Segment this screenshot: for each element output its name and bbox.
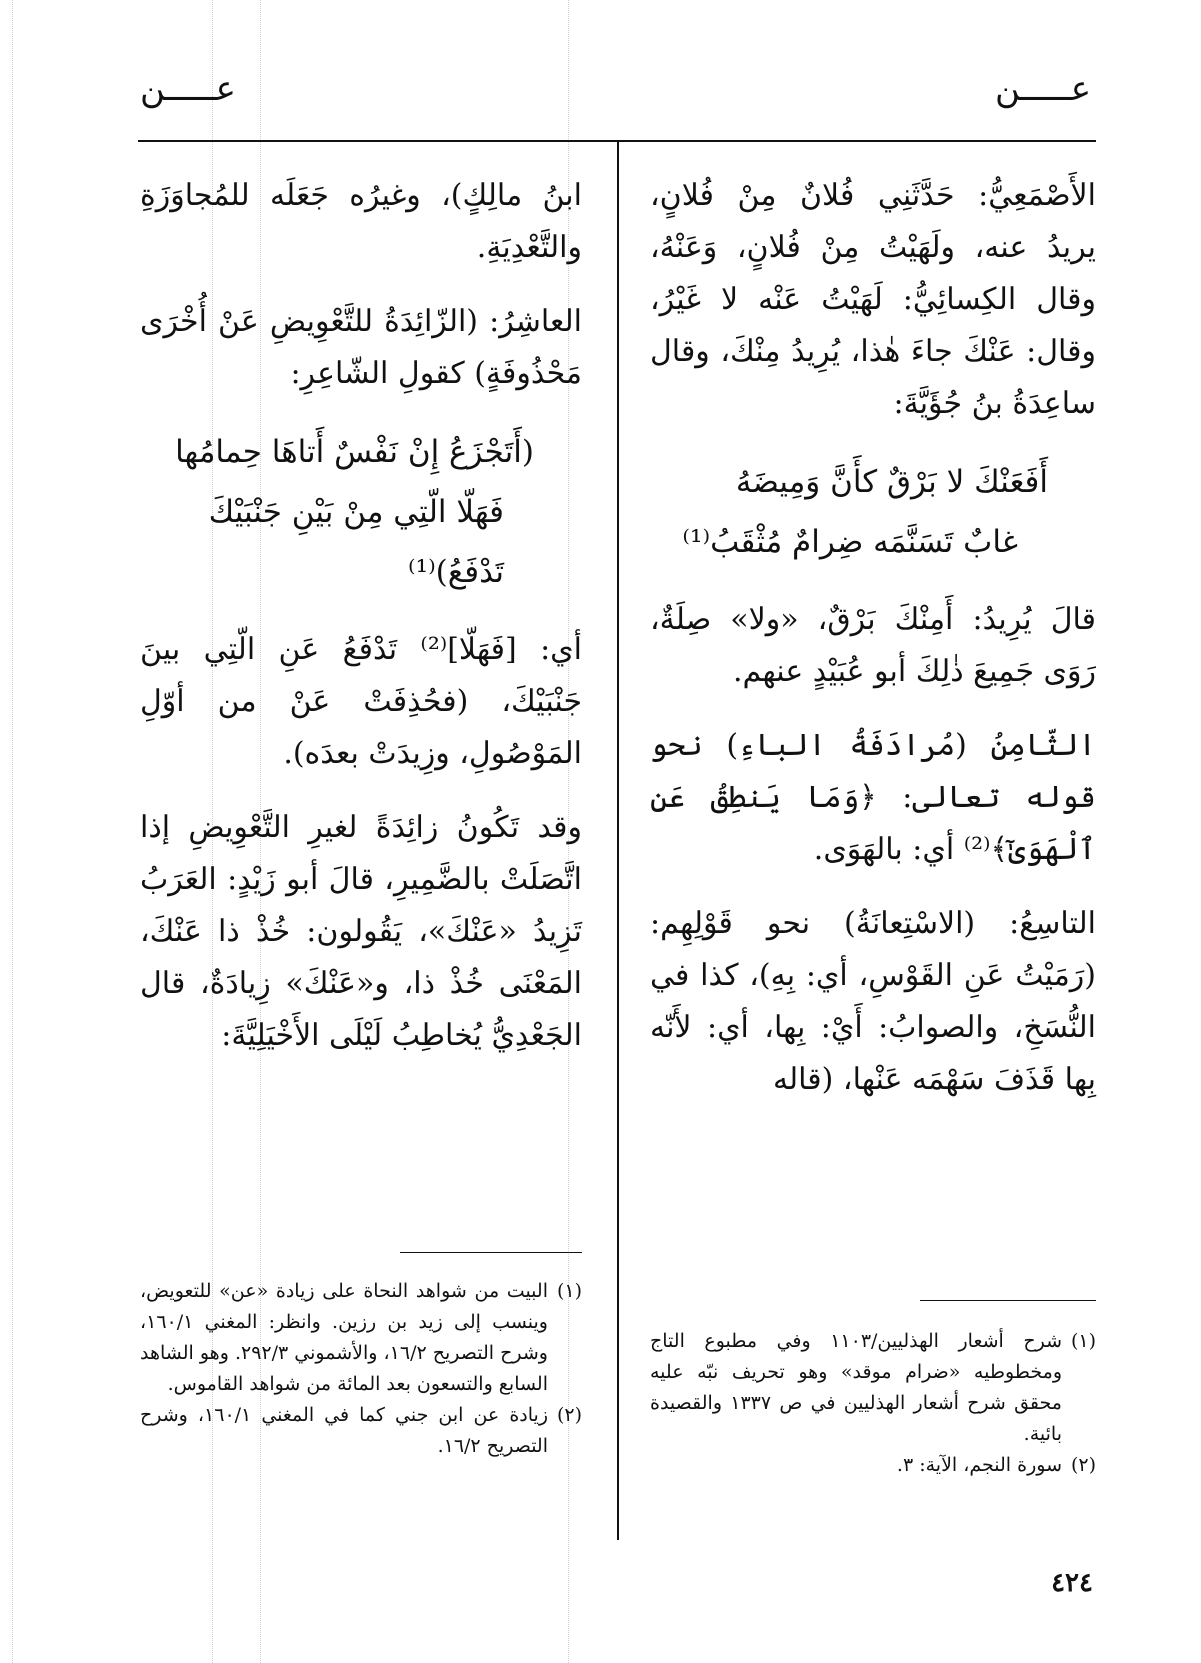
verse — [140, 422, 582, 602]
footnote-text: البيت من شواهد النحاة على زيادة «عن» للتعويض، وينسب إلى زيد بن رزين. وانظر: المغني ١٦٠/١، وشرح التصريح ١٦/٢، والأشموني ٢٩٢/٣. وهو الشاهد السابع والتسعون بعد المائة من شواهد القاموس. — [140, 1280, 548, 1395]
scan-guide — [12, 0, 13, 1663]
footnote-rule — [920, 1300, 1096, 1301]
paragraph: أي: [فَهَلّا]⁽²⁾ تَدْفَعُ عَنِ الّتِي بينَ جَنْبَيْكَ، (فحُذِفَتْ عَنْ من أوّلِ المَوْصُولِ، وزِيدَتْ بعدَه). — [140, 632, 582, 771]
footnotes-left — [140, 1276, 582, 1462]
paragraph: قالَ يُرِيدُ: أَمِنْكَ بَرْقٌ، «ولا» صِلَةٌ، رَوَى جَمِيعَ ذٰلِكَ أبو عُبَيْدٍ عنهم. — [650, 602, 1096, 689]
footnote — [140, 1400, 582, 1462]
paragraph: العاشِرُ: (الزّائِدَةُ للتَّعْوِيضِ عَنْ أُخْرَى مَحْذُوفَةٍ) كقولِ الشّاعِرِ: — [140, 304, 582, 391]
footnote — [650, 1326, 1096, 1450]
verse-line: أَفَعَنْكَ لا بَرْقٌ كأَنَّ وَمِيضَهُ — [735, 464, 1048, 500]
running-head-left: عـــــن — [140, 69, 236, 109]
footnote — [650, 1450, 1096, 1481]
verse-line: (أَتَجْزَعُ إِنْ نَفْسٌ أَتاهَا حِمامُها — [175, 434, 534, 470]
verse-line: غابٌ تَسَنَّمَه ضِرامٌ مُثْقَبُ⁽¹⁾ — [682, 524, 1018, 560]
page-number: ٤٢٤ — [1051, 1568, 1093, 1598]
footnote-text: زيادة عن ابن جني كما في المغني ١٦٠/١، وشرح التصريح ١٦/٢. — [140, 1404, 548, 1457]
paragraph: الأَصْمَعِيُّ: حَدَّثَنِي فُلانٌ مِنْ فُلانٍ، يريدُ عنه، ولَهَيْتُ مِنْ فُلانٍ، وَعَنْهُ، وقال الكِسائِيُّ: لَهَيْتُ عَنْه لا غَيْرُ، وقال: عَنْكَ جاءَ هٰذا، يُرِيدُ مِنْكَ، وقال ساعِدَةُ بنُ جُؤَيَّةَ: — [650, 178, 1096, 421]
footnote-rule — [400, 1252, 582, 1253]
footnote-text: سورة النجم، الآية: ٣. — [896, 1454, 1062, 1476]
verse-line: فَهَلّا الّتِي مِنْ بَيْنِ جَنْبَيْكَ تَدْفَعُ)⁽¹⁾ — [208, 494, 504, 590]
paragraph: الثّامِنُ (مُرادَفَةُ الباءِ) نحو قوله تعالى: ﴿وَمَا يَنطِقُ عَنِ ٱلْهَوَىٰٓ﴾⁽²⁾ أي: بالهَوَى. — [650, 728, 1096, 867]
footnote-number: (٢) — [1070, 1454, 1096, 1476]
footnote-text: شرح أشعار الهذليين/١١٠٣ وفي مطبوع التاج ومخطوطيه «ضرام موقد» وهو تحريف نبّه عليه محقق شرح أشعار الهذليين في ص ١٣٣٧ والقصيدة بائية. — [650, 1330, 1063, 1445]
footnote-number: (٢) — [556, 1404, 582, 1426]
footnotes-right — [650, 1326, 1096, 1481]
footnote-number: (١) — [1070, 1330, 1096, 1352]
footnote-number: (١) — [556, 1280, 582, 1302]
column-divider — [617, 140, 619, 1540]
paragraph: التاسِعُ: (الاسْتِعانَةُ) نحو قَوْلِهِم: (رَمَيْتُ عَنِ القَوْسِ، أي: بِهِ)، كذا في النُّسَخِ، والصوابُ: أَيْ: بِها، أي: لأَنّه بِها قَذَفَ سَهْمَه عَنْها، (قاله — [650, 906, 1096, 1097]
paragraph: وقد تَكُونُ زائِدَةً لغيرِ التَّعْوِيضِ إذا اتَّصَلَتْ بالضَّمِيرِ، قالَ أبو زَيْدٍ: العَرَبُ تَزِيدُ «عَنْكَ»، يَقُولون: خُذْ ذا عَنْكَ، المَعْنَى خُذْ ذا، و«عَنْكَ» زِيادَةٌ، قال الجَعْدِيُّ يُخاطِبُ لَيْلَى الأَخْيَلِيَّةَ: — [140, 810, 582, 1053]
verse — [650, 452, 1096, 572]
running-head-right: عـــــن — [995, 69, 1091, 109]
footnote — [140, 1276, 582, 1400]
paragraph: ابنُ مالِكٍ)، وغيرُه جَعَلَه للمُجاوَزَةِ والتَّعْدِيَةِ. — [140, 178, 582, 265]
right-column — [650, 170, 1096, 1128]
left-column — [140, 170, 582, 1084]
